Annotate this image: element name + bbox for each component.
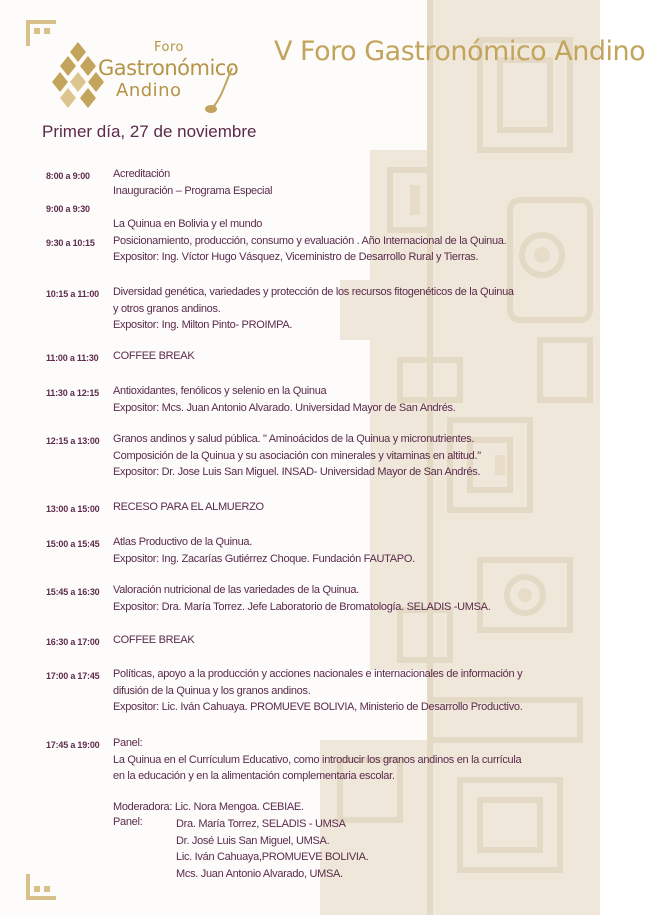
day-heading: Primer día, 27 de noviembre: [42, 122, 257, 141]
entry-line: y otros granos andinos.: [113, 302, 221, 315]
panel-member: Lic. Iván Cahuaya,PROMUEVE BOLIVIA.: [176, 851, 369, 863]
entry-line: Expositor: Lic. Iván Cahuaya. PROMUEVE BOLIVIA, Ministerio de Desarrollo Productivo.: [113, 701, 523, 713]
time-slot: 17:00 a 17:45: [46, 671, 100, 681]
entry-line: Acreditación: [113, 168, 170, 180]
time-slot: 12:15 a 13:00: [46, 436, 100, 446]
schedule-entry: [113, 499, 563, 516]
entry-line: Expositor: Dr. Jose Luis San Miguel. INSAD- Universidad Mayor de San Andrés.: [113, 466, 481, 478]
entry-line: COFFEE BREAK: [113, 350, 195, 362]
entry-line: Panel:: [113, 737, 143, 749]
entry-line: Expositor: Dra. María Torrez. Jefe Laboratorio de Bromatología. SELADIS -UMSA.: [113, 600, 491, 613]
schedule-entry: [113, 166, 563, 199]
schedule-entry: [113, 431, 563, 481]
panel-label: Panel:: [113, 816, 143, 828]
entry-line: Expositor: Ing. Milton Pinto- PROIMPA.: [113, 319, 293, 331]
schedule-entry: [113, 216, 563, 266]
event-title: V Foro Gastronómico Andino: [274, 36, 645, 67]
schedule-entry: [113, 666, 563, 716]
entry-line: RECESO PARA EL ALMUERZO: [113, 501, 264, 513]
time-slot: 10:15 a 11:00: [46, 289, 99, 299]
time-slot: 13:00 a 15:00: [46, 504, 100, 514]
logo-andino-text: Andino: [116, 80, 182, 101]
entry-line: COFFEE BREAK: [113, 634, 195, 646]
schedule-entry: [113, 348, 563, 365]
panel-member: Dra. María Torrez, SELADIS - UMSA: [176, 818, 346, 830]
time-slot: 17:45 a 19:00: [46, 740, 100, 750]
panel-members: [176, 816, 556, 882]
panel-member: Mcs. Juan Antonio Alvarado, UMSA.: [176, 867, 343, 880]
schedule-entry: [113, 534, 563, 567]
entry-line: La Quinua en el Currículum Educativo, como introducir los granos andinos en la currícula: [113, 753, 522, 766]
entry-line: Composición de la Quinua y su asociación con minerales y vitaminas en altitud.": [113, 449, 481, 462]
entry-line: en la educación y en la alimentación complementaria escolar.: [113, 770, 395, 782]
schedule-entry: [113, 582, 563, 615]
schedule-entry: [113, 735, 563, 785]
logo-foro-text: Foro: [154, 40, 184, 55]
entry-line: Antioxidantes, fenólicos y selenio en la Quinua: [113, 385, 327, 397]
logo-gastronomico-text: Gastronómico: [98, 56, 239, 80]
entry-line: Atlas Productivo de la Quinua.: [113, 536, 252, 548]
time-slot: 15:00 a 15:45: [46, 539, 100, 549]
entry-line: Políticas, apoyo a la producción y acciones nacionales e internacionales de información y: [113, 668, 523, 680]
time-slot: 8:00 a 9:00: [46, 171, 90, 181]
entry-line: Posicionamiento, producción, consumo y evaluación . Año Internacional de la Quinua.: [113, 234, 507, 247]
entry-line: Granos andinos y salud pública. " Aminoácidos de la Quinua y micronutrientes.: [113, 433, 475, 445]
entry-line: La Quinua en Bolivia y el mundo: [113, 218, 263, 230]
time-slot: 9:00 a 9:30: [46, 204, 90, 214]
time-slot: 16:30 a 17:00: [46, 637, 100, 647]
entry-line: Expositor: Ing. Víctor Hugo Vásquez, Viceministro de Desarrollo Rural y Tierras.: [113, 251, 479, 263]
time-slot: 11:30 a 12:15: [46, 388, 99, 398]
entry-line: Valoración nutricional de las variedades de la Quinua.: [113, 584, 359, 596]
time-slot: 9:30 a 10:15: [46, 238, 95, 248]
entry-line: Diversidad genética, variedades y protección de los recursos fitogenéticos de la Quinua: [113, 286, 514, 298]
panel-member: Dr. José Luis San Miguel, UMSA.: [176, 834, 330, 847]
entry-line: difusión de la Quinua y los granos andinos.: [113, 684, 311, 697]
entry-line: Expositor: Ing. Zacarías Gutiérrez Choque. Fundación FAUTAPO.: [113, 552, 415, 565]
panel-moderator: Moderadora: Lic. Nora Mengoa. CEBIAE.: [113, 801, 304, 813]
schedule-entry: [113, 284, 563, 334]
entry-line: Expositor: Mcs. Juan Antonio Alvarado. Universidad Mayor de San Andrés.: [113, 401, 456, 414]
entry-line: Inauguración – Programa Especial: [113, 184, 273, 197]
schedule-entry: [113, 383, 563, 416]
time-slot: 11:00 a 11:30: [46, 353, 99, 363]
time-slot: 15:45 a 16:30: [46, 587, 100, 597]
schedule-entry: [113, 632, 563, 649]
